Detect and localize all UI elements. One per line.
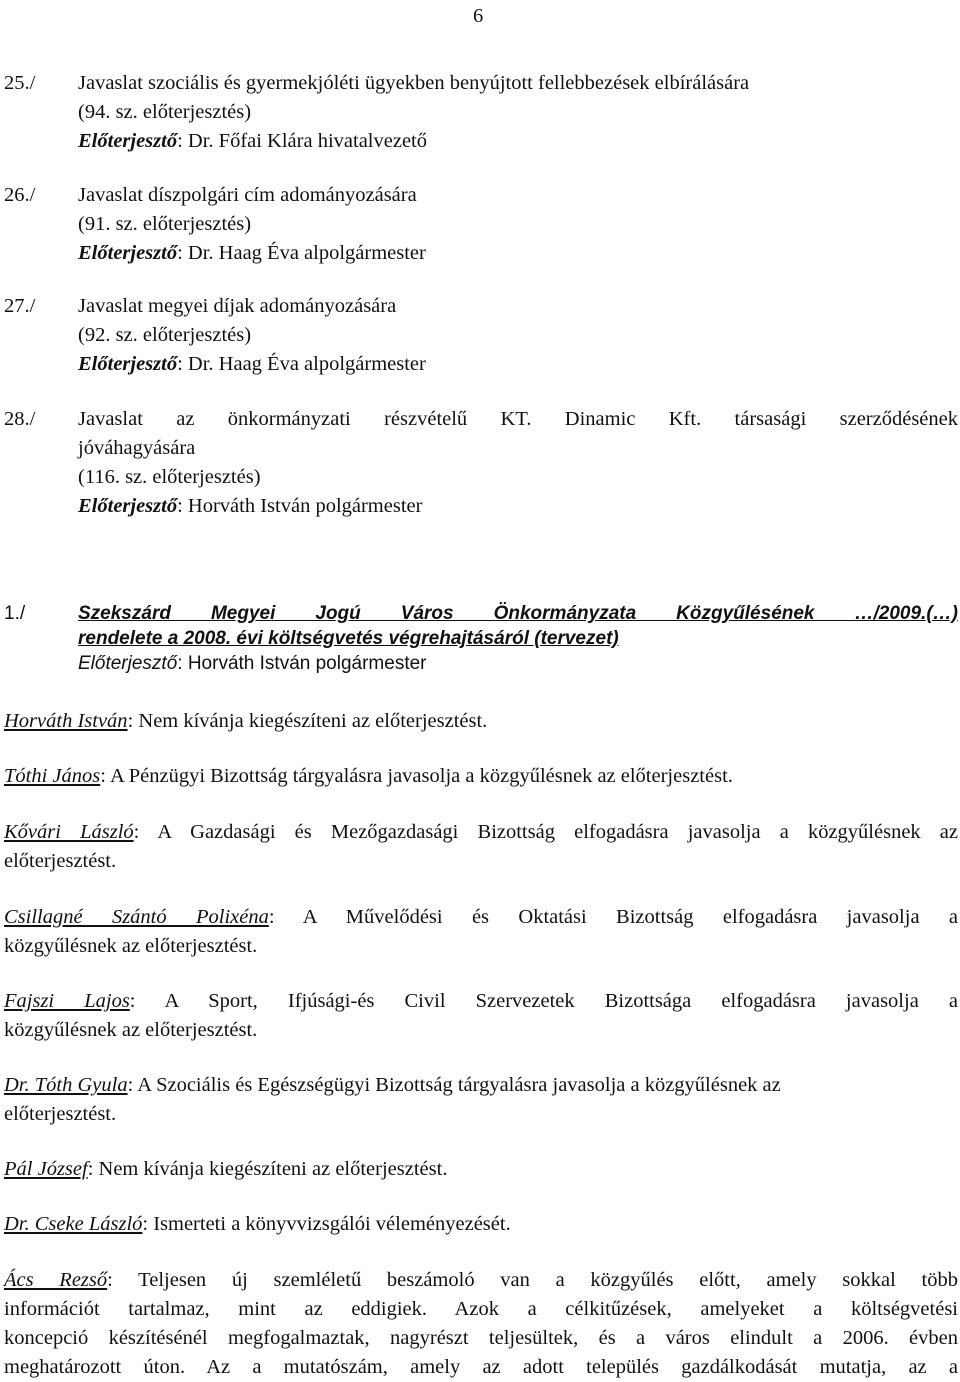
presenter-name: : Dr. Főfai Klára hivatalvezető bbox=[177, 130, 427, 152]
speaker-name: Csillagné Szántó Polixéna bbox=[4, 906, 269, 928]
agenda-item-title-line2: jóváhagyására bbox=[78, 437, 196, 459]
agenda-item-doc-ref: (91. sz. előterjesztés) bbox=[78, 213, 252, 235]
agenda-item-presenter bbox=[78, 127, 958, 156]
presenter-label: Előterjesztő bbox=[78, 495, 178, 517]
agenda-item-25 bbox=[4, 69, 958, 156]
agenda-item-number: 27./ bbox=[4, 295, 36, 317]
statement bbox=[4, 762, 958, 791]
statement-text-line2: közgyűlésnek az előterjesztést. bbox=[4, 935, 258, 957]
agenda-item-number: 26./ bbox=[4, 184, 36, 206]
speaker-name: Dr. Cseke László bbox=[4, 1213, 143, 1235]
speaker-name: Ács Rezső bbox=[4, 1269, 108, 1291]
agenda-item-26 bbox=[4, 181, 958, 268]
statement-text-line1: : A Gazdasági és Mezőgazdasági Bizottság elfogadásra javasolja a közgyűlésnek az bbox=[133, 821, 959, 843]
statement-text-line1: : A Szociális és Egészségügyi Bizottság tárgyalásra javasolja a közgyűlésnek az bbox=[127, 1074, 781, 1096]
statement-text-line1: : A Sport, Ifjúsági-és Civil Szervezetek Bizottsága elfogadásra javasolja a bbox=[129, 990, 958, 1012]
agenda-item-doc-ref: (94. sz. előterjesztés) bbox=[78, 101, 252, 123]
agenda-item-doc-ref: (92. sz. előterjesztés) bbox=[78, 324, 252, 346]
statement-text: : Nem kívánja kiegészíteni az előterjesztést. bbox=[127, 710, 488, 732]
statement bbox=[4, 1266, 958, 1382]
speaker-name: Kővári László bbox=[4, 821, 134, 843]
statement-text-line1: : A Művelődési és Oktatási Bizottság elfogadásra javasolja a bbox=[268, 906, 958, 928]
agenda-item-27 bbox=[4, 292, 958, 379]
agenda-item-presenter bbox=[78, 239, 958, 268]
discussion-title-line1: Szekszárd Megyei Jogú Város Önkormányzata Közgyűlésének …/2009.(…) bbox=[78, 603, 958, 624]
speaker-name: Pál József bbox=[4, 1158, 88, 1180]
page-number: 6 bbox=[473, 5, 484, 27]
presenter-label: Előterjesztő bbox=[78, 653, 178, 674]
discussion-item-number: 1./ bbox=[4, 603, 26, 624]
statement-text-line2: előterjesztést. bbox=[4, 1103, 117, 1125]
agenda-item-presenter bbox=[78, 492, 958, 521]
agenda-item-title: Javaslat megyei díjak adományozására bbox=[78, 295, 397, 317]
discussion-presenter bbox=[78, 651, 958, 676]
presenter-name: : Horváth István polgármester bbox=[177, 653, 427, 674]
statement-text: : Ismerteti a könyvvizsgálói véleményezését. bbox=[142, 1213, 511, 1235]
speaker-name: Dr. Tóth Gyula bbox=[4, 1074, 128, 1096]
statement-text-line2: közgyűlésnek az előterjesztést. bbox=[4, 1019, 258, 1041]
agenda-item-presenter bbox=[78, 350, 958, 379]
statement bbox=[4, 818, 958, 876]
discussion-item-1 bbox=[4, 601, 958, 676]
speaker-name: Fajszi Lajos bbox=[4, 990, 130, 1012]
statement-text-line3: koncepció készítésénél megfogalmaztak, nagyrészt teljesültek, és a város elindult a 2006. évben bbox=[4, 1327, 958, 1349]
agenda-item-doc-ref: (116. sz. előterjesztés) bbox=[78, 466, 261, 488]
statement bbox=[4, 1155, 958, 1184]
speaker-name: Tóthi János bbox=[4, 765, 101, 787]
agenda-item-number: 28./ bbox=[4, 408, 36, 430]
statement-text-line2: előterjesztést. bbox=[4, 850, 117, 872]
statement bbox=[4, 707, 958, 736]
statement-text: : A Pénzügyi Bizottság tárgyalásra javasolja a közgyűlésnek az előterjesztést. bbox=[100, 765, 733, 787]
discussion-title-line2: rendelete a 2008. évi költségvetés végrehajtásáról (tervezet) bbox=[78, 628, 619, 649]
agenda-item-title-line1: Javaslat az önkormányzati részvételű KT. Dinamic Kft. társasági szerződésének bbox=[78, 408, 958, 430]
presenter-name: : Dr. Haag Éva alpolgármester bbox=[177, 353, 426, 375]
agenda-item-title: Javaslat szociális és gyermekjóléti ügyekben benyújtott fellebbezések elbírálására bbox=[78, 72, 750, 94]
statement bbox=[4, 1210, 958, 1239]
agenda-item-title: Javaslat díszpolgári cím adományozására bbox=[78, 184, 417, 206]
statement-text-line1: : Teljesen új szemléletű beszámoló van a közgyűlés előtt, amely sokkal több bbox=[107, 1269, 958, 1291]
agenda-item-number: 25./ bbox=[4, 72, 36, 94]
statement-text-line2: információt tartalmaz, mint az eddigiek. Azok a célkitűzések, amelyeket a költségvetési bbox=[4, 1298, 958, 1320]
statement-text: : Nem kívánja kiegészíteni az előterjesztést. bbox=[87, 1158, 448, 1180]
presenter-label: Előterjesztő bbox=[78, 130, 178, 152]
speaker-name: Horváth István bbox=[4, 710, 128, 732]
presenter-label: Előterjesztő bbox=[78, 242, 178, 264]
presenter-name: : Horváth István polgármester bbox=[177, 495, 423, 517]
statement-text-line4: meghatározott úton. Az a mutatószám, amely az adott település gazdálkodását mutatja, az a bbox=[4, 1356, 958, 1378]
presenter-label: Előterjesztő bbox=[78, 353, 178, 375]
statement bbox=[4, 987, 958, 1045]
agenda-item-28 bbox=[4, 405, 958, 521]
statement bbox=[4, 903, 958, 961]
statement bbox=[4, 1071, 958, 1129]
presenter-name: : Dr. Haag Éva alpolgármester bbox=[177, 242, 426, 264]
